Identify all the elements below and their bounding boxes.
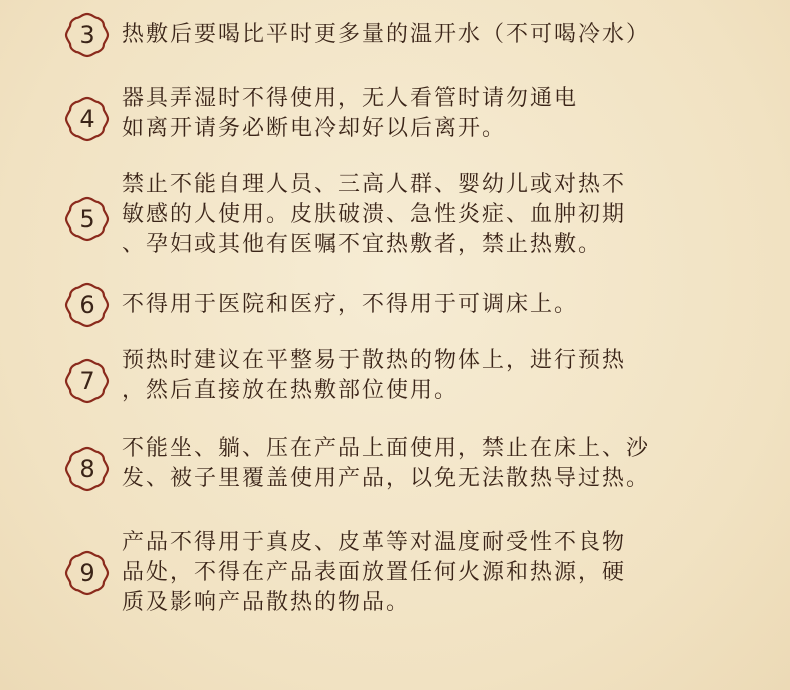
- text-line: 产品不得用于真皮、皮革等对温度耐受性不良物: [122, 530, 627, 555]
- text-line: 发、被子里覆盖使用产品，以免无法散热导过热。: [122, 466, 651, 491]
- number-badge: [64, 196, 110, 242]
- item-number: 4: [79, 105, 95, 133]
- item-number: 5: [79, 205, 95, 233]
- item-number: 9: [79, 559, 95, 587]
- text-line: 如离开请务必断电冷却好以后离开。: [122, 116, 507, 141]
- text-line: 、孕妇或其他有医嘱不宜热敷者，禁止热敷。: [122, 232, 603, 257]
- item-number: 8: [79, 455, 95, 483]
- item-number: 3: [79, 21, 95, 49]
- notice-text: [122, 20, 650, 50]
- notice-text: [122, 434, 650, 494]
- number-badge: [64, 96, 110, 142]
- text-line: 品处，不得在产品表面放置任何火源和热源，硬: [122, 560, 627, 585]
- number-badge: [64, 550, 110, 596]
- notice-text: [122, 528, 626, 618]
- text-line: 敏感的人使用。皮肤破溃、急性炎症、血肿初期: [122, 202, 627, 227]
- item-number: 7: [79, 367, 95, 395]
- text-line: 热敷后要喝比平时更多量的温开水（不可喝冷水）: [122, 22, 651, 47]
- text-line: 质及影响产品散热的物品。: [122, 590, 411, 615]
- text-line: 不得用于医院和医疗，不得用于可调床上。: [122, 292, 579, 317]
- text-line: ，然后直接放在热敷部位使用。: [122, 378, 459, 403]
- text-line: 预热时建议在平整易于散热的物体上，进行预热: [122, 348, 627, 373]
- notice-text: [122, 84, 578, 144]
- number-badge: [64, 358, 110, 404]
- notice-text: [122, 346, 626, 406]
- text-line: 禁止不能自理人员、三高人群、婴幼儿或对热不: [122, 172, 627, 197]
- text-line: 器具弄湿时不得使用，无人看管时请勿通电: [122, 86, 579, 111]
- notice-text: [122, 170, 626, 260]
- item-number: 6: [79, 291, 95, 319]
- number-badge: [64, 282, 110, 328]
- number-badge: [64, 446, 110, 492]
- notice-text: [122, 290, 578, 320]
- text-line: 不能坐、躺、压在产品上面使用，禁止在床上、沙: [122, 436, 651, 461]
- number-badge: [64, 12, 110, 58]
